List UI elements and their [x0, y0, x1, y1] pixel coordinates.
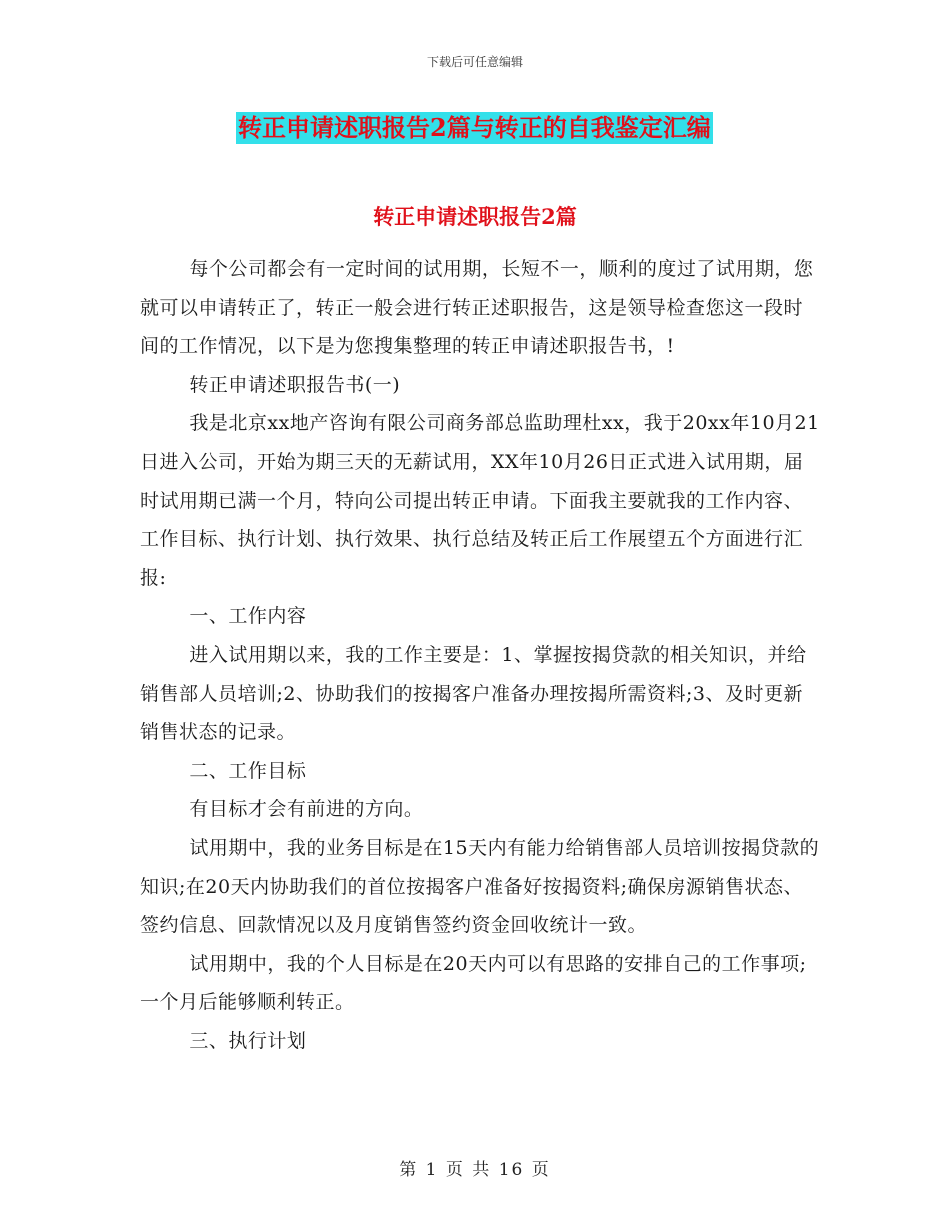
document-body: [140, 250, 822, 1060]
paragraph-heading-report-one: 转正申请述职报告书(一): [189, 373, 401, 396]
paragraph-self-introduction: 我是北京xx地产咨询有限公司商务部总监助理杜xx，我于20xx年10月21日进入公司，开始为期三天的无薪试用，XX年10月26日正式进入试用期，届时试用期已满一个月，特向公司提出转正申请。下面我主要就我的工作内容、工作目标、执行计划、执行效果、执行总结及转正后工作展望五个方面进行汇报:: [140, 412, 820, 589]
section-title: 转正申请述职报告2篇: [373, 204, 577, 229]
header-note: 下载后可任意编辑: [426, 55, 523, 69]
paragraph-goals-intro: 有目标才会有前进的方向。: [189, 798, 424, 821]
paragraph-heading-execution-plan: 三、执行计划: [189, 1029, 307, 1052]
paragraph-business-goals: 试用期中，我的业务目标是在15天内有能力给销售部人员培训按揭贷款的知识;在20天内协助我们的首位按揭客户准备好按揭资料;确保房源销售状态、签约信息、回款情况以及月度销售签约资金回收统计一致。: [140, 836, 820, 937]
document-title: 转正申请述职报告2篇与转正的自我鉴定汇编: [238, 113, 711, 142]
paragraph-personal-goals: 试用期中，我的个人目标是在20天内可以有思路的安排自己的工作事项;一个月后能够顺利转正。: [140, 952, 807, 1014]
paragraph-intro: 每个公司都会有一定时间的试用期，长短不一，顺利的度过了试用期，您就可以申请转正了，转正一般会进行转正述职报告，这是领导检查您这一段时间的工作情况，以下是为您搜集整理的转正申请述职报告书，!: [140, 258, 814, 358]
paragraph-heading-work-content: 一、工作内容: [189, 605, 307, 628]
paragraph-work-content: 进入试用期以来，我的工作主要是：1、掌握按揭贷款的相关知识，并给销售部人员培训;2、协助我们的按揭客户准备办理按揭所需资料;3、及时更新销售状态的记录。: [140, 643, 807, 744]
paragraph-heading-work-goals: 二、工作目标: [189, 759, 307, 782]
page-number: 第 1 页 共 16 页: [399, 1160, 551, 1180]
